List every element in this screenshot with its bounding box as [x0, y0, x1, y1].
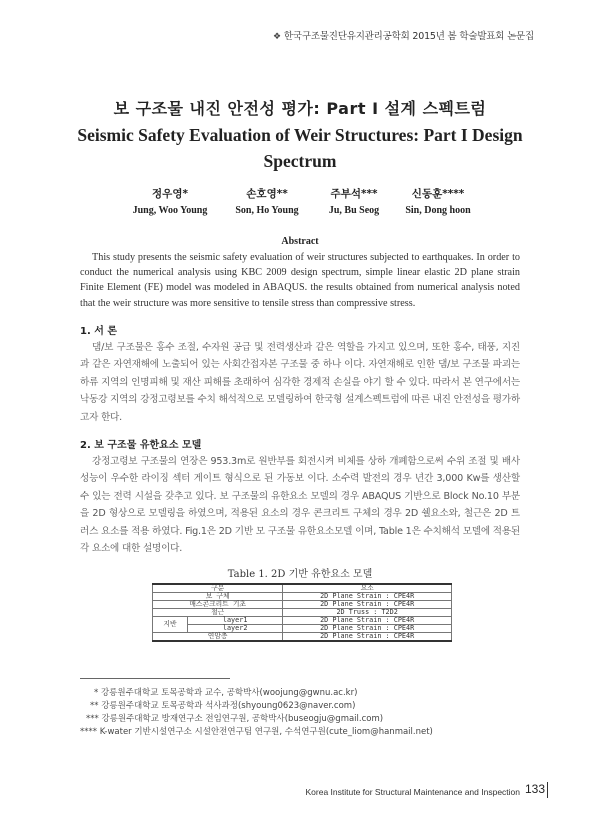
table-cell: layer1 — [188, 617, 283, 625]
table-caption: Table 1. 2D 기반 유한요소 모델 — [227, 569, 373, 580]
table-cell: layer2 — [188, 625, 283, 633]
diamond-bullet-icon: ❖ — [273, 32, 281, 42]
table-cell: 연암층 — [153, 633, 283, 642]
table-row — [153, 633, 452, 642]
author-4 — [378, 186, 498, 216]
section-2-heading: 2. 보 구조물 유한요소 모델 — [80, 440, 202, 451]
footnotes — [80, 687, 520, 739]
section-1-heading: 1. 서 론 — [80, 326, 118, 337]
table-cell: 매스콘크리트 기초 — [153, 601, 283, 609]
element-table — [152, 583, 452, 642]
title-english: Seismic Safety Evaluation of Weir Structures: Part I Design Spectrum — [77, 125, 523, 171]
footnote: ** 강릉원주대학교 토목공학과 석사과정(shyoung0623@naver.com) — [90, 701, 356, 711]
author-name-en: Ju, Bu Seog — [328, 205, 380, 216]
section-1-body: 댐/보 구조물은 홍수 조절, 수자원 공급 및 전력생산과 같은 역할을 가지고 있으며, 또한 홍수, 태풍, 지진과 같은 자연재해에 노출되어 있는 사회간접자본 구조물 중 하나 이다. 자연재해로 인한 댐/보 구조물 파괴는 하류 지역의 인명피해 및 재산 피해를 초래하여 심각한 경제적 손실을 야기 할 수 있다. 따라서 본 연구에서는 낙동강 지역의 강정고령보를 수치 해석적으로 모델링하여 한국형 설계스펙트럼에 따른 내진 안전성을 평가하고자 한다. — [80, 342, 520, 423]
page-number: 133 — [525, 782, 546, 796]
table-header-cell: 요소 — [283, 584, 452, 593]
author-list — [0, 186, 600, 220]
author-name-ko: 주부석*** — [330, 188, 378, 200]
footnote: **** K-water 기반시설연구소 시설안전연구팀 연구원, 수석연구원(cute_liom@hanmail.net) — [80, 727, 433, 737]
table-cell: 2D Plane Strain : CPE4R — [283, 593, 452, 601]
section-2-body: 강정고령보 구조물의 연장은 953.3m로 원반부를 회전시켜 비체를 상하 개폐함으로써 수위 조절 및 배사성능이 우수한 라이징 섹터 게이트 형식으로 된 가동보 이다. 소수력 발전의 경우 년간 3,000 Kw를 생산할 수 있는 전력 시설을 갖추고 있다. 보 구조물의 유한요소 모델의 경우 ABAQUS 기반으로 Block No.10 부분을 2D 형상으로 모델링을 하였으며, 적용된 요소의 경우 콘크리트 구체의 경우 2D 쉘요소와, 철근은 2D 트러스 요소를 적용 하였다. Fig.1은 2D 기반 모 구조물 유한요소모델 이며, Table 1은 수치해석 모델에 적용된 각 요소에 대한 설명이다. — [80, 456, 520, 555]
author-name-ko: 손호영** — [246, 188, 288, 200]
table-cell: 2D Plane Strain : CPE4R — [283, 601, 452, 609]
table-cell: 2D Plane Strain : CPE4R — [283, 633, 452, 642]
footnote: *** 강릉원주대학교 방재연구소 전임연구원, 공학박사(buseogju@gmail.com) — [86, 714, 384, 724]
table-row — [153, 601, 452, 609]
table-cell: 지반 — [153, 617, 188, 633]
header-text: 한국구조물진단유지관리공학회 2015년 봄 학술발표회 논문집 — [283, 31, 534, 42]
author-name-ko: 정우영* — [152, 188, 188, 200]
table-cell: 2D Plane Strain : CPE4R — [283, 617, 452, 625]
table-cell: 2D Truss : T2D2 — [283, 609, 452, 617]
table-cell: 철근 — [153, 609, 283, 617]
abstract-heading: Abstract — [281, 236, 319, 247]
abstract-text: This study presents the seismic safety evaluation of weir structures subjected to earthquakes. In order to conduct the numerical analysis using KBC 2009 design spectrum, simple linear elastic 2D plane strain Finite Element (FE) model was modeled in ABAQUS. the results obtained from numerical analysis noted that the weir structure was more sensitive to tensile stress than compressive stress. — [80, 252, 520, 309]
page-number-divider — [547, 782, 548, 798]
footnote: * 강릉원주대학교 토목공학과 교수, 공학박사(woojung@gwnu.ac.kr) — [94, 688, 358, 698]
author-name-en: Jung, Woo Young — [132, 205, 208, 216]
table-cell: 2D Plane Strain : CPE4R — [283, 625, 452, 633]
author-name-en: Son, Ho Young — [235, 205, 299, 216]
table-header-cell: 구분 — [153, 584, 283, 593]
footnote-divider — [80, 678, 230, 679]
author-name-en: Sin, Dong hoon — [405, 205, 471, 216]
table-cell: 보 구체 — [153, 593, 283, 601]
author-name-ko: 신동훈**** — [411, 188, 465, 200]
running-header — [273, 28, 534, 42]
footer-text: Korea Institute for Structural Maintenance and Inspection — [305, 787, 520, 797]
title-korean: 보 구조물 내진 안전성 평가: Part I 설계 스펙트럼 — [113, 99, 487, 118]
